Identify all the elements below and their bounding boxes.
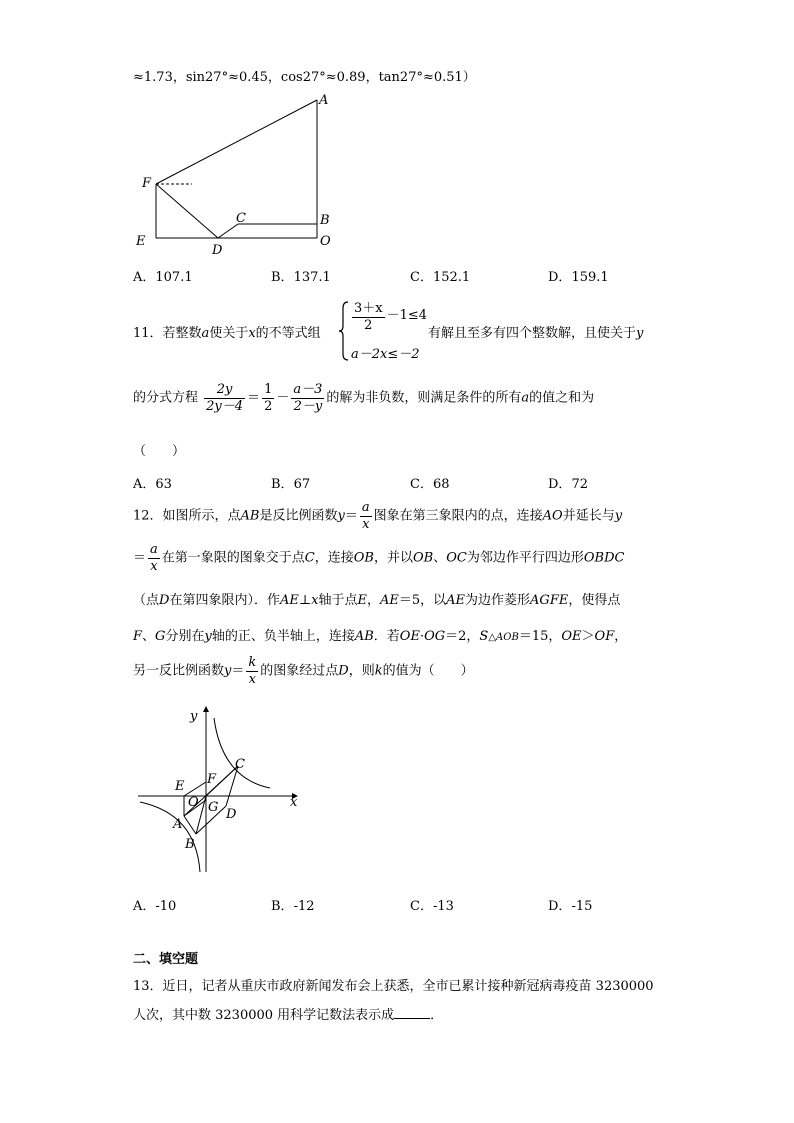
label-O: O	[320, 234, 331, 249]
label-F: F	[207, 772, 217, 787]
label-D: D	[226, 807, 237, 822]
q11-line1: 11．若整数a使关于x的不等式组	[133, 326, 321, 341]
q13-line2: 人次，其中数 3230000 用科学记数法表示成 ．	[133, 1008, 444, 1023]
q11-line1-tail: 有解且至多有四个整数解，且使关于y	[428, 326, 644, 341]
label-y: y	[190, 709, 198, 724]
answer-blank[interactable]	[394, 1006, 430, 1019]
q11-choice-b: B．67	[271, 477, 311, 492]
q10-choice-b: B．137.1	[271, 270, 331, 285]
q11-frac3: $\frac{a-3}{2-y}$	[293, 382, 323, 414]
label-C: C	[235, 757, 245, 772]
q12-choice-a: A．-10	[133, 899, 177, 914]
q11-choice-c: C．68	[410, 477, 450, 492]
label-C: C	[236, 211, 246, 226]
label-A: A	[319, 93, 329, 108]
q11-paren: （ ）	[133, 444, 186, 459]
hyperbola-q1	[214, 718, 270, 788]
line-FA	[156, 100, 317, 184]
label-E: E	[136, 234, 146, 249]
q12-frac-a-x-1: $\frac{a}{x}$	[361, 500, 370, 532]
line-FD	[156, 184, 218, 238]
q12-line4: F、G分别在y轴的正、负半轴上，连接AB．若OE·OG＝2，S△AOB＝15，OE＞OF，	[133, 629, 628, 644]
q11-frac2: $\frac{1}{2}$	[264, 382, 273, 414]
label-E: E	[175, 779, 185, 794]
q11-choice-a: A．63	[133, 477, 172, 492]
q11-brace	[338, 300, 350, 362]
line-DC	[218, 224, 238, 238]
label-O: O	[188, 795, 199, 810]
q12-frac-a-x-2: $\frac{a}{x}$	[150, 542, 158, 574]
q12-line2: ＝ $\frac{a}{x}$ 在第一象限的图象交于点C，连接OB，并以OB、OC为邻边作平行四边形OBDC	[133, 542, 625, 574]
q12-line3: （点D在第四象限内）．作AE⊥x轴于点E，AE＝5，以AE为边作菱形AGFE，使得点	[133, 593, 621, 608]
y-axis-arrow	[203, 706, 209, 712]
line-AB	[184, 816, 196, 834]
label-B: B	[320, 213, 330, 228]
q10-figure	[130, 88, 340, 258]
label-x: x	[290, 795, 298, 810]
label-A: A	[173, 817, 183, 832]
q10-note: ≈1.73，sin27°≈0.45，cos27°≈0.89，tan27°≈0.51）	[133, 70, 476, 85]
q11-choice-d: D．72	[548, 477, 588, 492]
q13-line1: 13．近日，记者从重庆市政府新闻发布会上获悉，全市已累计接种新冠病毒疫苗 3230000	[133, 979, 654, 994]
q11-ineq1-frac: $\frac{3+x}{2}$	[354, 301, 383, 333]
q12-line1: 12．如图所示，点AB是反比例函数y＝ $\frac{a}{x}$ 图象在第三象限内的点，连接AO并延长与y	[133, 500, 623, 532]
q12-choice-c: C．-13	[410, 899, 454, 914]
q10-choice-a: A．107.1	[133, 270, 193, 285]
q11-frac1: $\frac{2y}{2y-4}$	[206, 382, 244, 414]
q12-figure	[130, 702, 310, 874]
q12-frac-k-x: $\frac{k}{x}$	[248, 655, 257, 687]
label-F: F	[142, 176, 152, 191]
q12-line5: 另一反比例函数y＝ $\frac{k}{x}$ 的图象经过点D，则k的值为（ ）	[133, 655, 474, 687]
q12-choice-d: D．-15	[548, 899, 593, 914]
q10-choice-c: C．152.1	[410, 270, 471, 285]
q11-ineq1: $\frac{3+x}{2}$ －1≤4	[354, 301, 428, 333]
q11-ineq2: a－2x≤－2	[351, 347, 420, 362]
label-B: B	[185, 837, 195, 852]
section-title: 二、填空题	[133, 952, 199, 967]
q12-choice-b: B．-12	[271, 899, 315, 914]
label-G: G	[208, 800, 219, 815]
label-D: D	[212, 243, 223, 258]
q10-choice-d: D．159.1	[548, 270, 609, 285]
q11-line2: 的分式方程 $\frac{2y}{2y-4}$ ＝ $\frac{1}{2}$ － $\frac{a-3}{2-y}$ 的解为非负数，则满足条件的所有a的值之和为	[133, 382, 595, 414]
